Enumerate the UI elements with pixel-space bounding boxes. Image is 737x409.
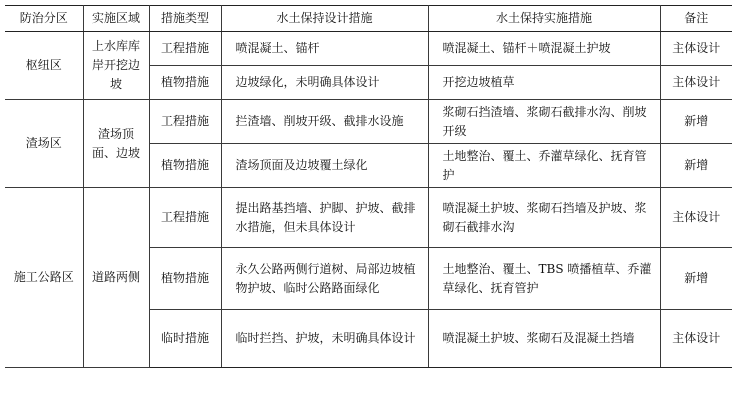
type-cell: 工程措施 — [149, 32, 221, 66]
type-cell: 植物措施 — [149, 248, 221, 310]
design-cell: 临时拦挡、护坡，未明确具体设计 — [221, 310, 428, 368]
measures-table — [5, 5, 732, 368]
note-cell: 主体设计 — [660, 66, 732, 100]
area-cell: 上水库库岸开挖边坡 — [83, 32, 149, 100]
note-cell: 主体设计 — [660, 310, 732, 368]
note-cell: 新增 — [660, 248, 732, 310]
measures-table-container — [5, 5, 732, 368]
note-cell: 新增 — [660, 100, 732, 144]
header-implemented: 水土保持实施措施 — [428, 6, 660, 32]
note-cell: 主体设计 — [660, 188, 732, 248]
note-cell: 主体设计 — [660, 32, 732, 66]
type-cell: 工程措施 — [149, 188, 221, 248]
implemented-cell: 开挖边坡植草 — [428, 66, 660, 100]
table-row — [5, 100, 732, 144]
area-cell: 渣场顶面、边坡 — [83, 100, 149, 188]
implemented-cell: 土地整治、覆土、TBS 喷播植草、乔灌草绿化、抚育管护 — [428, 248, 660, 310]
type-cell: 临时措施 — [149, 310, 221, 368]
header-area: 实施区域 — [83, 6, 149, 32]
implemented-cell: 土地整治、覆土、乔灌草绿化、抚育管护 — [428, 144, 660, 188]
design-cell: 拦渣墙、削坡开级、截排水设施 — [221, 100, 428, 144]
zone-cell: 枢纽区 — [5, 32, 83, 100]
design-cell: 边坡绿化，未明确具体设计 — [221, 66, 428, 100]
implemented-cell: 喷混凝土、锚杆＋喷混凝土护坡 — [428, 32, 660, 66]
area-cell: 道路两侧 — [83, 188, 149, 368]
table-row — [5, 32, 732, 66]
zone-cell: 渣场区 — [5, 100, 83, 188]
design-cell: 渣场顶面及边坡覆土绿化 — [221, 144, 428, 188]
header-note: 备注 — [660, 6, 732, 32]
type-cell: 植物措施 — [149, 144, 221, 188]
header-zone: 防治分区 — [5, 6, 83, 32]
zone-cell: 施工公路区 — [5, 188, 83, 368]
note-cell: 新增 — [660, 144, 732, 188]
implemented-cell: 喷混凝土护坡、浆砌石挡墙及护坡、浆砌石截排水沟 — [428, 188, 660, 248]
design-cell: 提出路基挡墙、护脚、护坡、截排水措施，但未具体设计 — [221, 188, 428, 248]
header-type: 措施类型 — [149, 6, 221, 32]
type-cell: 工程措施 — [149, 100, 221, 144]
implemented-cell: 浆砌石挡渣墙、浆砌石截排水沟、削坡开级 — [428, 100, 660, 144]
design-cell: 永久公路两侧行道树、局部边坡植物护坡、临时公路路面绿化 — [221, 248, 428, 310]
type-cell: 植物措施 — [149, 66, 221, 100]
design-cell: 喷混凝土、锚杆 — [221, 32, 428, 66]
header-row — [5, 6, 732, 32]
header-design: 水土保持设计措施 — [221, 6, 428, 32]
implemented-cell: 喷混凝土护坡、浆砌石及混凝土挡墙 — [428, 310, 660, 368]
table-row — [5, 188, 732, 248]
